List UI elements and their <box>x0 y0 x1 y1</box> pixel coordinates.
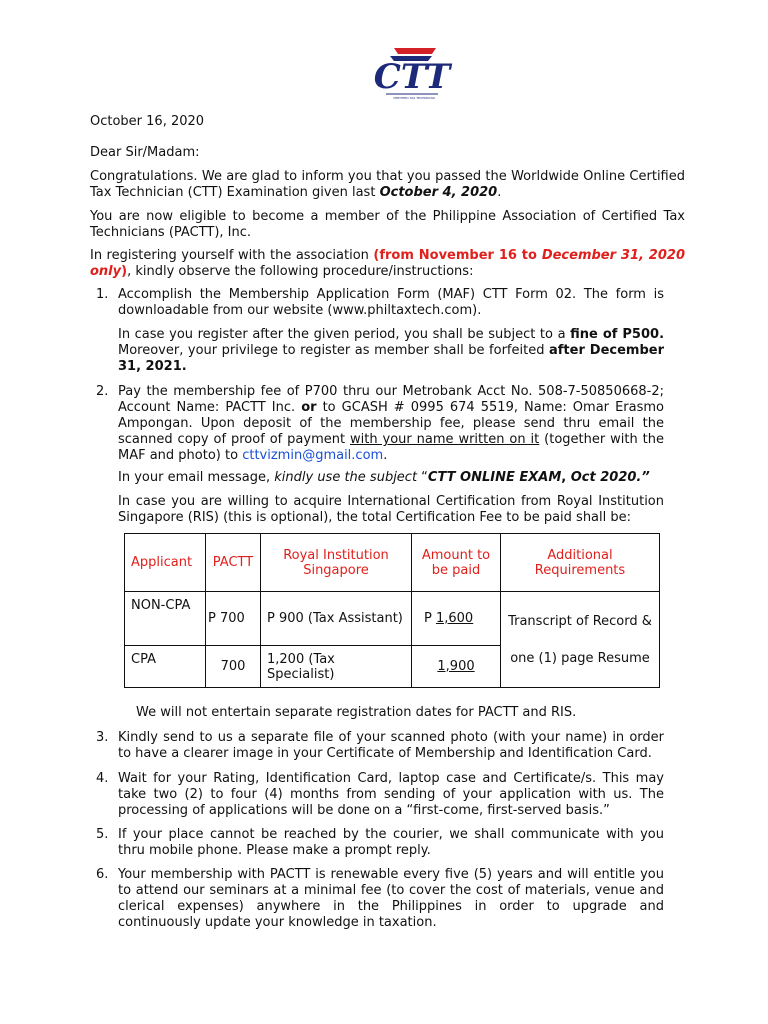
header-amount: Amount to be paid <box>412 534 501 592</box>
item-6-text: Your membership with PACTT is renewable every five (5) years and will entitle you to attend our seminars at a minimal fee (to cover the cost of materials, venue and clerical expenses) anywhere in the Philippines in order to upgrade and continuously update your knowledge in taxation. <box>118 867 664 930</box>
svg-text:CTT: CTT <box>373 57 451 97</box>
item-2-text: Pay the membership fee of P700 thru our Metrobank Acct No. 508-7-50850668-2; Account Name: PACTT Inc. or to GCASH # 0995 674 5519, Name: Omar Erasmo Ampongan. Upon deposit of the membership fee, please send thru email the scanned copy of proof of payment with your name written on it (together with the MAF and photo) to cttvizmin@gmail.com. <box>118 384 664 463</box>
ctt-logo-graphic <box>373 44 451 102</box>
eligibility-paragraph: You are now eligible to become a member of the Philippine Association of Certified Tax Technicians (PACTT), Inc. <box>90 209 685 240</box>
header-requirements: Additional Requirements <box>501 534 660 592</box>
item-4-text: Wait for your Rating, Identification Card, laptop case and Certificate/s. This may take two (2) to four (4) months from sending of your application with us. The processing of applications will be done on a “first-come, first-served basis.” <box>118 771 664 818</box>
cell-applicant: NON-CPA <box>125 592 206 646</box>
item-number: 5. <box>96 827 109 842</box>
cell-ris: P 900 (Tax Assistant) <box>261 592 412 646</box>
letter-date: October 16, 2020 <box>90 114 205 129</box>
exam-date: October 4, 2020 <box>379 185 498 200</box>
congratulations-paragraph: Congratulations. We are glad to inform you that you passed the Worldwide Online Certified Tax Technician (CTT) Examination given last October 4, 2020. <box>90 169 685 200</box>
email-subject-instruction: In your email message, kindly use the subject “CTT ONLINE EXAM, Oct 2020.” <box>118 470 650 485</box>
table-header-row <box>125 534 660 592</box>
ris-certification-text: In case you are willing to acquire International Certification from Royal Institution Singapore (RIS) (this is optional), the total Certification Fee to be paid shall be: <box>118 494 664 525</box>
item-number: 4. <box>96 771 109 786</box>
cell-amount: 1,900 <box>412 646 501 688</box>
certification-fee-table <box>124 533 660 688</box>
registration-paragraph: In registering yourself with the association (from November 16 to December 31, 2020 only), kindly observe the following procedure/instructions: <box>90 248 685 279</box>
item-1-fine-text: In case you register after the given period, you shall be subject to a fine of P500. Moreover, your privilege to register as member shall be forfeited after December 31, 2021. <box>118 327 665 374</box>
header-applicant: Applicant <box>125 534 206 592</box>
table-row <box>125 592 660 646</box>
header-ris: Royal Institution Singapore <box>261 534 412 592</box>
cell-pactt: 700 <box>206 646 261 688</box>
cell-applicant: CPA <box>125 646 206 688</box>
header-pactt: PACTT <box>206 534 261 592</box>
ctt-logo <box>373 44 451 102</box>
separate-dates-note: We will not entertain separate registration dates for PACTT and RIS. <box>136 705 577 720</box>
logo-subtitle: CERTIFIED TAX TECHNICIAN <box>393 96 435 100</box>
contact-email-link[interactable]: cttvizmin@gmail.com <box>242 448 384 463</box>
item-3-text: Kindly send to us a separate file of your scanned photo (with your name) in order to have a clearer image in your Certificate of Membership and Identification Card. <box>118 730 664 761</box>
item-number: 1. <box>96 287 109 302</box>
item-number: 6. <box>96 867 109 882</box>
cell-ris: 1,200 (Tax Specialist) <box>261 646 412 688</box>
item-1-text: Accomplish the Membership Application Form (MAF) CTT Form 02. The form is downloadable from our website (www.philtaxtech.com). <box>118 287 664 318</box>
cell-requirements: Transcript of Record & one (1) page Resume <box>501 592 660 688</box>
item-number: 3. <box>96 730 109 745</box>
item-number: 2. <box>96 384 109 399</box>
item-5-text: If your place cannot be reached by the courier, we shall communicate with you thru mobile phone. Please make a prompt reply. <box>118 827 664 858</box>
cell-pactt: P 700 <box>206 592 261 646</box>
salutation: Dear Sir/Madam: <box>90 145 200 160</box>
cell-amount: P 1,600 <box>412 592 501 646</box>
